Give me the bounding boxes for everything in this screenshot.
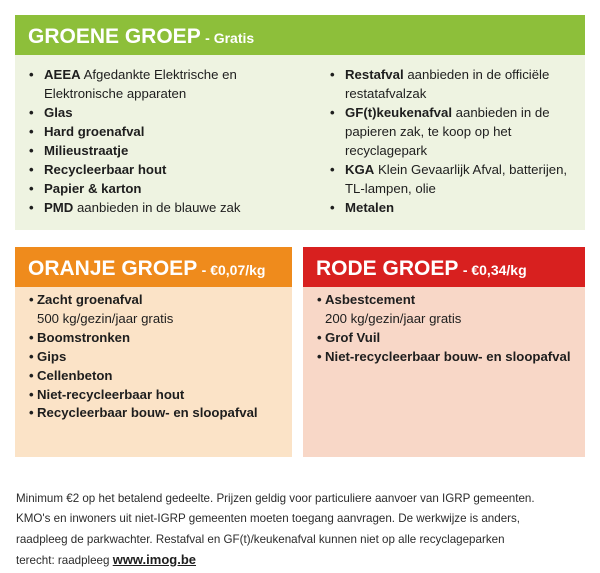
list-item <box>317 329 579 348</box>
item-name: Cellenbeton <box>37 367 113 383</box>
item-name: Restafval <box>345 67 404 82</box>
item-name: AEEA <box>44 67 81 82</box>
green-group-panel <box>15 15 585 230</box>
orange-group-panel <box>15 247 292 457</box>
item-name: PMD <box>44 200 74 215</box>
orange-group-price: - €0,07/kg <box>201 262 266 278</box>
green-left-list <box>29 65 259 217</box>
item-name: Hard groenafval <box>44 124 145 139</box>
list-item <box>330 198 570 217</box>
item-name: Recycleerbaar hout <box>44 162 167 177</box>
footer-line <box>16 550 586 571</box>
list-item <box>330 65 570 103</box>
list-item <box>330 160 570 198</box>
imog-website-link[interactable]: www.imog.be <box>112 551 197 567</box>
item-name: Papier & karton <box>44 181 142 196</box>
list-item <box>29 103 259 122</box>
item-name: Niet-recycleerbaar hout <box>37 386 185 402</box>
list-item <box>29 386 286 405</box>
item-note: 500 kg/gezin/jaar gratis <box>37 310 174 326</box>
red-group-title: RODE GROEP <box>316 257 459 280</box>
list-item <box>330 103 570 160</box>
list-item <box>29 160 259 179</box>
item-description: aanbieden in de papieren zak, te koop op het recyclagepark <box>345 105 550 158</box>
item-name: Metalen <box>345 200 395 215</box>
item-name: Niet-recycleerbaar bouw- en sloopafval <box>325 348 571 364</box>
item-name: Milieustraatje <box>44 143 129 158</box>
item-name: Boomstronken <box>37 329 131 345</box>
green-right-list <box>330 65 570 217</box>
orange-item-list <box>29 291 286 423</box>
orange-group-header <box>15 247 292 287</box>
list-item <box>29 404 286 423</box>
footer-line: KMO's en inwoners uit niet-IGRP gemeenten moeten toegang aanvragen. De werkwijze is anders, <box>16 512 521 526</box>
footer-line: Minimum €2 op het betalend gedeelte. Prijzen geldig voor particuliere aanvoer van IGRP gemeenten. <box>16 492 535 505</box>
item-note: 200 kg/gezin/jaar gratis <box>325 310 462 326</box>
item-description: aanbieden in de officiële restatafvalzak <box>345 67 550 101</box>
item-name: Glas <box>44 105 73 120</box>
item-name: Gips <box>37 348 67 364</box>
footer-line-text: terecht: raadpleeg <box>16 553 110 567</box>
footer-note <box>16 489 586 571</box>
list-item <box>29 65 259 103</box>
list-item <box>29 291 286 329</box>
list-item <box>29 122 259 141</box>
red-group-price: - €0,34/kg <box>462 262 527 278</box>
footer-line: raadpleeg de parkwachter. Restafval en GF(t)/keukenafval kunnen niet op alle recyclageparken <box>16 532 505 546</box>
red-group-header <box>303 247 585 287</box>
item-name: KGA <box>345 162 375 177</box>
item-name: Zacht groenafval <box>37 292 143 307</box>
item-name: Asbestcement <box>325 292 416 307</box>
list-item <box>29 141 259 160</box>
list-item <box>317 291 579 329</box>
item-name: GF(t)keukenafval <box>345 105 452 120</box>
list-item <box>317 348 579 367</box>
list-item <box>29 329 286 348</box>
item-description: Klein Gevaarlijk Afval, batterijen, TL-lampen, olie <box>345 162 568 196</box>
list-item <box>29 198 259 217</box>
red-item-list <box>317 291 579 367</box>
item-name: Grof Vuil <box>325 329 381 345</box>
list-item <box>29 348 286 367</box>
item-description: aanbieden in de blauwe zak <box>73 200 241 215</box>
item-description: Afgedankte Elektrische en Elektronische apparaten <box>44 67 237 101</box>
green-group-header <box>15 15 585 55</box>
list-item <box>29 367 286 386</box>
item-name: Recycleerbaar bouw- en sloopafval <box>37 405 258 421</box>
red-group-panel <box>303 247 585 457</box>
green-group-subtitle: - Gratis <box>205 30 255 46</box>
list-item <box>29 179 259 198</box>
green-group-title: GROENE GROEP <box>28 25 201 48</box>
orange-group-title: ORANJE GROEP <box>28 257 198 280</box>
